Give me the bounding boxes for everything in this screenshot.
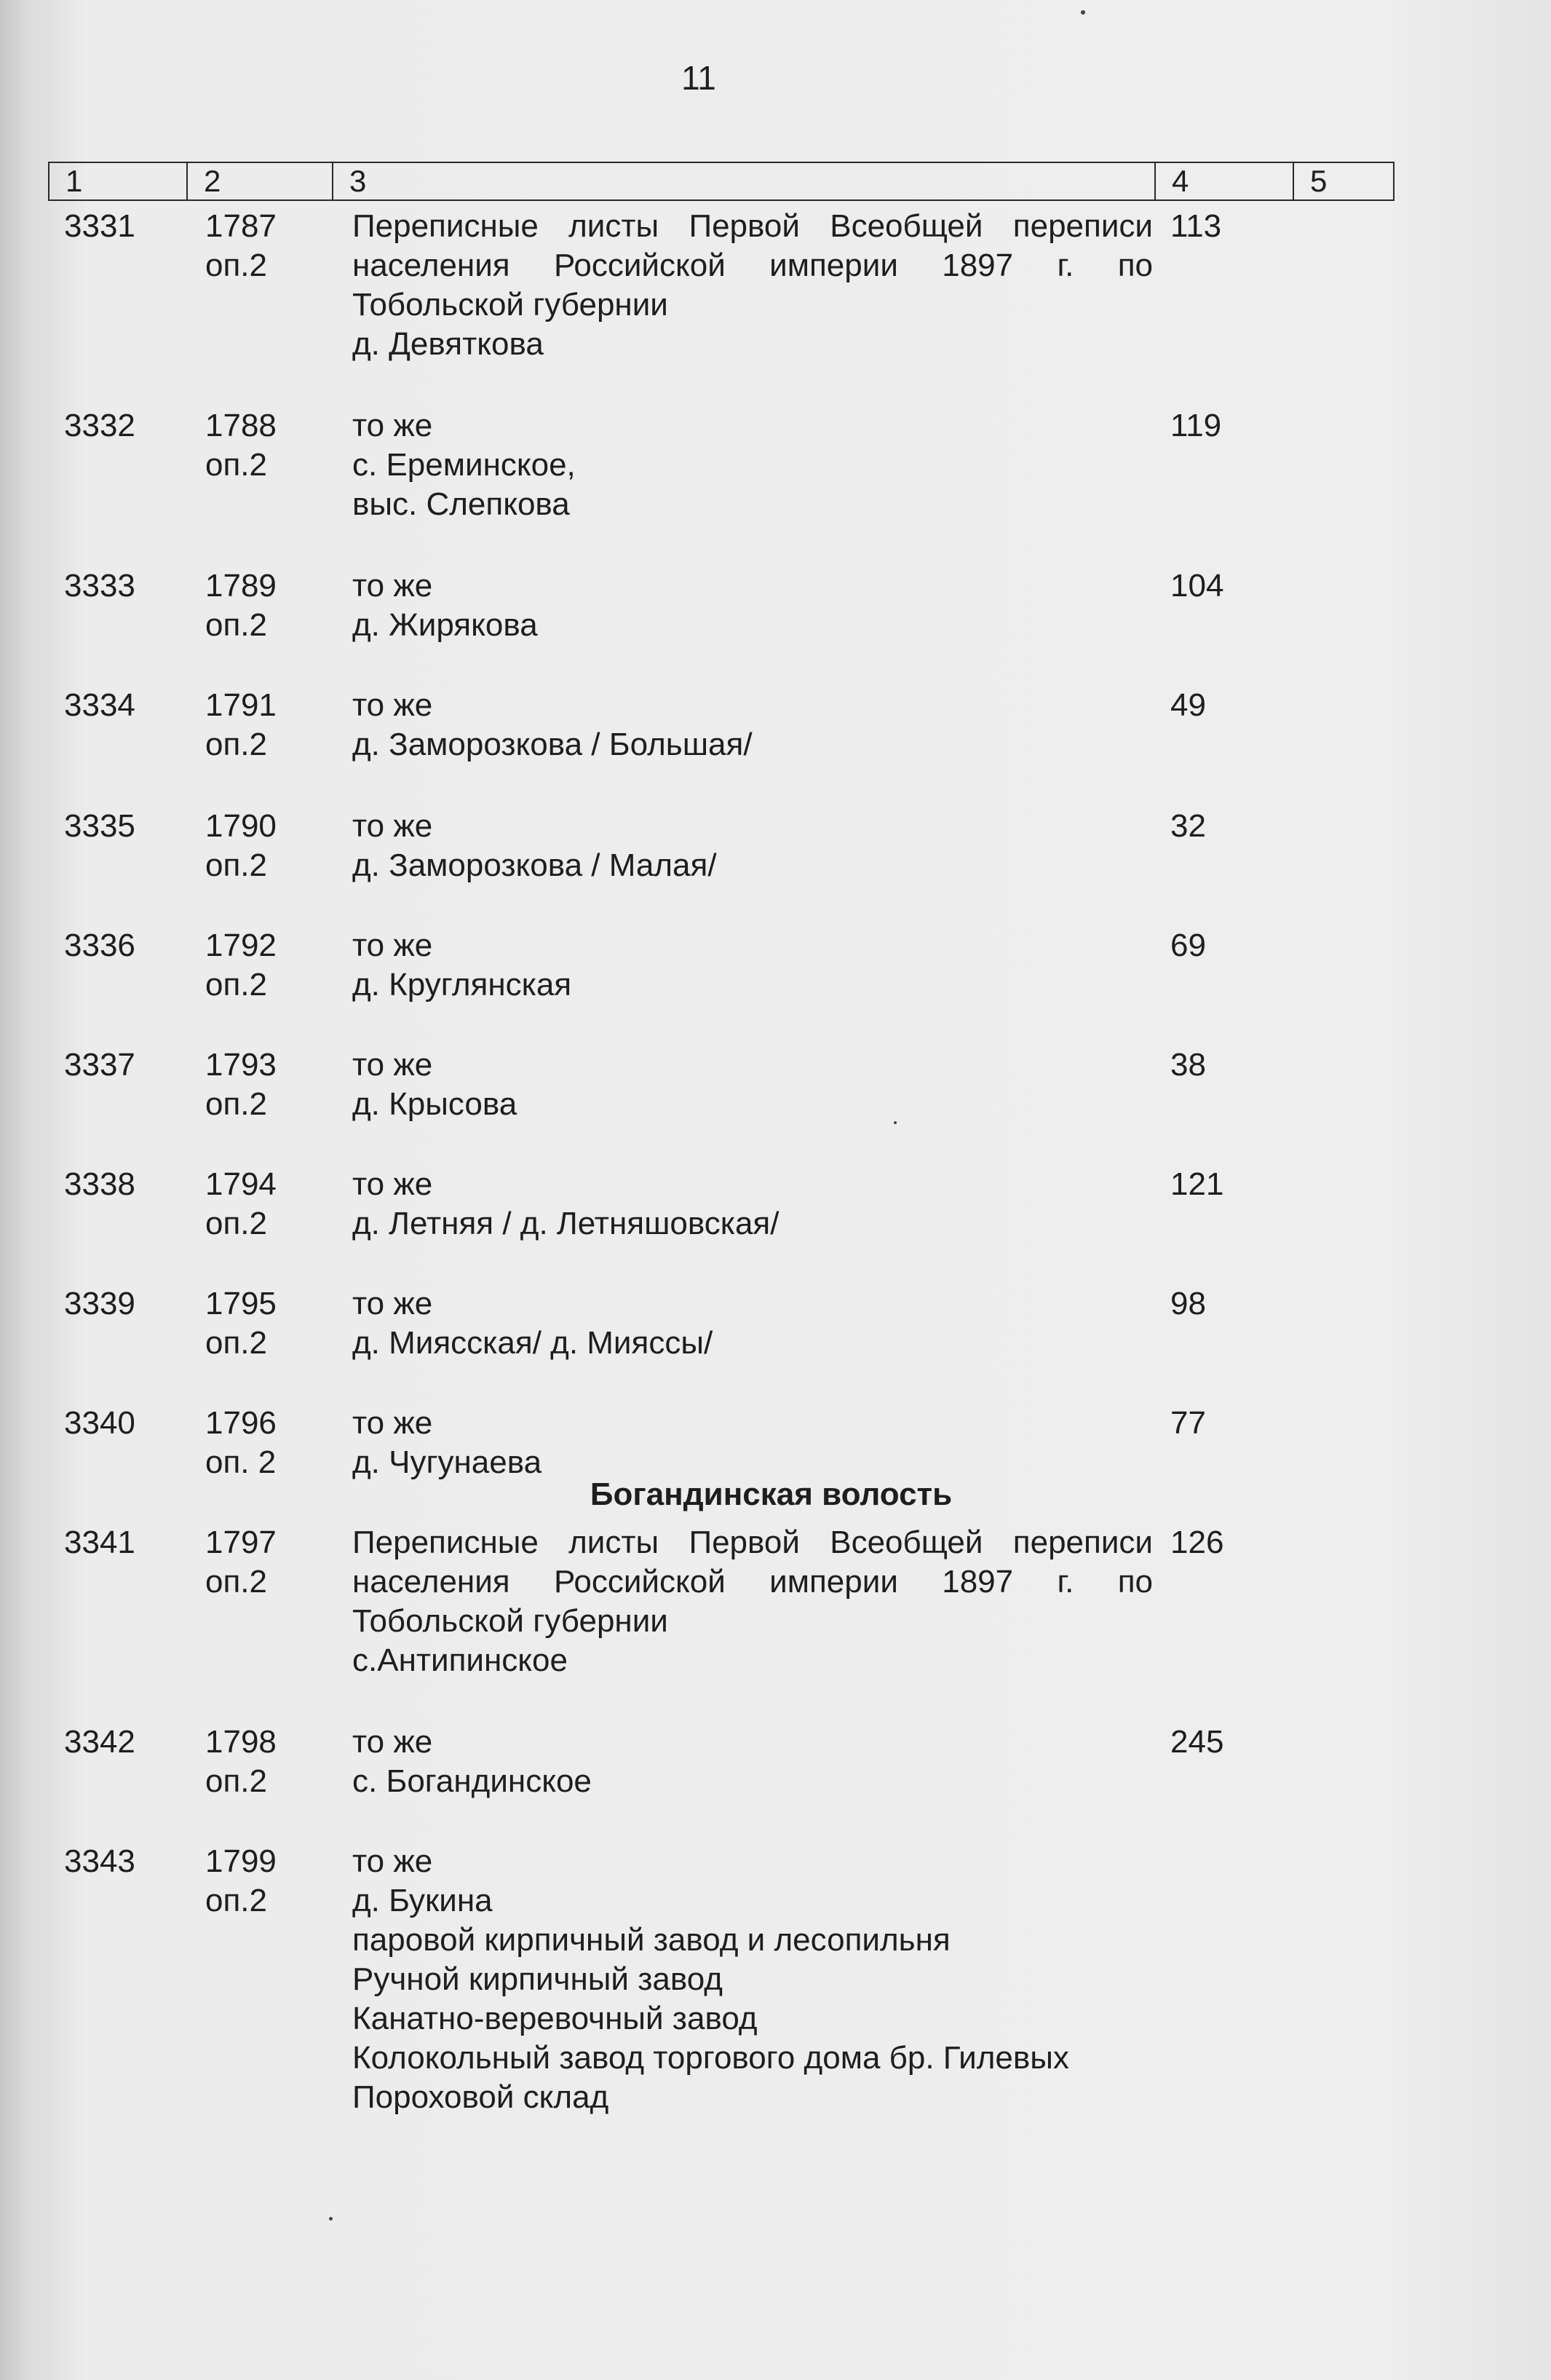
description-line: д. Заморозкова / Большая/ <box>352 727 753 762</box>
record-number: 3338 <box>64 1166 135 1202</box>
description-line: то же <box>352 1286 433 1321</box>
description-line: выс. Слепкова <box>352 486 570 522</box>
record-description <box>352 1284 1153 1363</box>
description-line: то же <box>352 1166 433 1202</box>
inventory-id: оп.2 <box>205 1564 267 1600</box>
file-id: 1797 <box>205 1525 277 1560</box>
inventory-id: оп.2 <box>205 1325 267 1361</box>
file-id: 1796 <box>205 1405 277 1441</box>
record-description <box>352 807 1153 885</box>
sheet-count: 69 <box>1170 928 1206 963</box>
sheet-count: 98 <box>1170 1286 1206 1321</box>
inventory-id: оп.2 <box>205 607 267 643</box>
description-line: то же <box>352 408 433 443</box>
record-number: 3336 <box>64 928 135 963</box>
file-number <box>205 1284 329 1363</box>
record-description <box>352 1165 1153 1244</box>
header-col-4: 4 <box>1156 163 1294 199</box>
file-number <box>205 926 329 1005</box>
record-number: 3340 <box>64 1405 135 1441</box>
file-id: 1794 <box>205 1166 277 1202</box>
sheet-count: 119 <box>1170 408 1222 443</box>
description-line: Пороховой склад <box>352 2079 609 2115</box>
file-number <box>205 1165 329 1244</box>
inventory-id: оп.2 <box>205 967 267 1003</box>
file-id: 1787 <box>205 208 277 244</box>
description-line: д. Жирякова <box>352 607 538 643</box>
description-line: Переписные листы Первой Всеобщей переписи <box>352 208 1153 244</box>
section-heading <box>0 1476 1551 1513</box>
record-number: 3342 <box>64 1724 135 1760</box>
description-line: Ручной кирпичный завод <box>352 1961 723 1997</box>
description-line: д. Чугунаева <box>352 1444 542 1480</box>
description-line: Тобольской губернии <box>352 287 668 323</box>
table-header-row <box>48 162 1395 201</box>
description-line: д. Девяткова <box>352 326 544 362</box>
record-description <box>352 1723 1153 1801</box>
sheet-count: 126 <box>1170 1525 1224 1560</box>
header-col-3: 3 <box>333 163 1156 199</box>
sheet-count: 77 <box>1170 1405 1206 1441</box>
record-description <box>352 686 1153 764</box>
sheet-count: 104 <box>1170 568 1224 604</box>
record-number: 3332 <box>64 408 135 443</box>
record-description <box>352 406 1153 524</box>
description-line: населения Российской империи 1897 г. по <box>352 1564 1153 1600</box>
sheet-count: 121 <box>1170 1166 1224 1202</box>
file-id: 1788 <box>205 408 277 443</box>
inventory-id: оп.2 <box>205 248 267 283</box>
sheet-count: 49 <box>1170 687 1206 723</box>
file-id: 1793 <box>205 1047 277 1083</box>
file-number <box>205 807 329 885</box>
inventory-id: оп.2 <box>205 1086 267 1122</box>
inventory-id: оп.2 <box>205 1206 267 1241</box>
record-number: 3333 <box>64 568 135 604</box>
inventory-id: оп.2 <box>205 847 267 883</box>
record-number: 3339 <box>64 1286 135 1321</box>
scan-speck <box>894 1121 897 1124</box>
description-line: с. Ереминское, <box>352 447 576 483</box>
file-id: 1792 <box>205 928 277 963</box>
description-line: с.Антипинское <box>352 1642 568 1678</box>
inventory-id: оп.2 <box>205 447 267 483</box>
description-line: то же <box>352 808 433 844</box>
sheet-count: 38 <box>1170 1047 1206 1083</box>
file-number <box>205 1523 329 1602</box>
record-description <box>352 1523 1153 1680</box>
record-number: 3341 <box>64 1525 135 1560</box>
description-line: Канатно-веревочный завод <box>352 2001 758 2036</box>
file-id: 1795 <box>205 1286 277 1321</box>
inventory-id: оп.2 <box>205 1763 267 1799</box>
file-number <box>205 1045 329 1124</box>
description-line: паровой кирпичный завод и лесопильня <box>352 1922 951 1958</box>
header-col-5: 5 <box>1310 164 1328 198</box>
sheet-count: 113 <box>1170 208 1222 244</box>
scan-speck <box>329 2217 333 2221</box>
inventory-id: оп. 2 <box>205 1444 277 1480</box>
record-description <box>352 1404 1153 1482</box>
description-line: то же <box>352 687 433 723</box>
description-line: то же <box>352 568 433 604</box>
file-number <box>205 1842 329 1921</box>
description-line: д. Заморозкова / Малая/ <box>352 847 717 883</box>
description-line: д. Миясская/ д. Мияссы/ <box>352 1325 713 1361</box>
description-line: Тобольской губернии <box>352 1603 668 1639</box>
record-number: 3337 <box>64 1047 135 1083</box>
record-description <box>352 1842 1153 2117</box>
sheet-count: 245 <box>1170 1724 1224 1760</box>
file-number <box>205 207 329 285</box>
file-id: 1798 <box>205 1724 277 1760</box>
description-line: д. Летняя / д. Летняшовская/ <box>352 1206 780 1241</box>
description-line: населения Российской империи 1897 г. по <box>352 248 1153 283</box>
record-description <box>352 566 1153 645</box>
record-description <box>352 207 1153 364</box>
record-description <box>352 926 1153 1005</box>
description-line: д. Крысова <box>352 1086 517 1122</box>
description-line: то же <box>352 1843 433 1879</box>
file-number <box>205 1404 329 1482</box>
inventory-id: оп.2 <box>205 1883 267 1918</box>
scan-speck <box>1081 10 1085 15</box>
file-number <box>205 566 329 645</box>
section-heading-text: Богандинская волость <box>590 1476 953 1512</box>
description-line: д. Букина <box>352 1883 493 1918</box>
header-col-2: 2 <box>188 163 333 199</box>
file-id: 1790 <box>205 808 277 844</box>
file-id: 1789 <box>205 568 277 604</box>
record-number: 3331 <box>64 208 135 244</box>
file-id: 1799 <box>205 1843 277 1879</box>
description-line: с. Богандинское <box>352 1763 592 1799</box>
file-number <box>205 1723 329 1801</box>
page-number: 11 <box>681 59 716 97</box>
record-number: 3343 <box>64 1843 135 1879</box>
description-line: Колокольный завод торгового дома бр. Гилевых <box>352 2040 1069 2076</box>
description-line: то же <box>352 1047 433 1083</box>
file-number <box>205 406 329 485</box>
description-line: то же <box>352 928 433 963</box>
description-line: то же <box>352 1724 433 1760</box>
header-col-1: 1 <box>49 163 188 199</box>
sheet-count: 32 <box>1170 808 1206 844</box>
description-line: Переписные листы Первой Всеобщей переписи <box>352 1525 1153 1560</box>
record-number: 3334 <box>64 687 135 723</box>
description-line: то же <box>352 1405 433 1441</box>
inventory-id: оп.2 <box>205 727 267 762</box>
file-number <box>205 686 329 764</box>
file-id: 1791 <box>205 687 277 723</box>
record-number: 3335 <box>64 808 135 844</box>
description-line: д. Круглянская <box>352 967 572 1003</box>
record-description <box>352 1045 1153 1124</box>
